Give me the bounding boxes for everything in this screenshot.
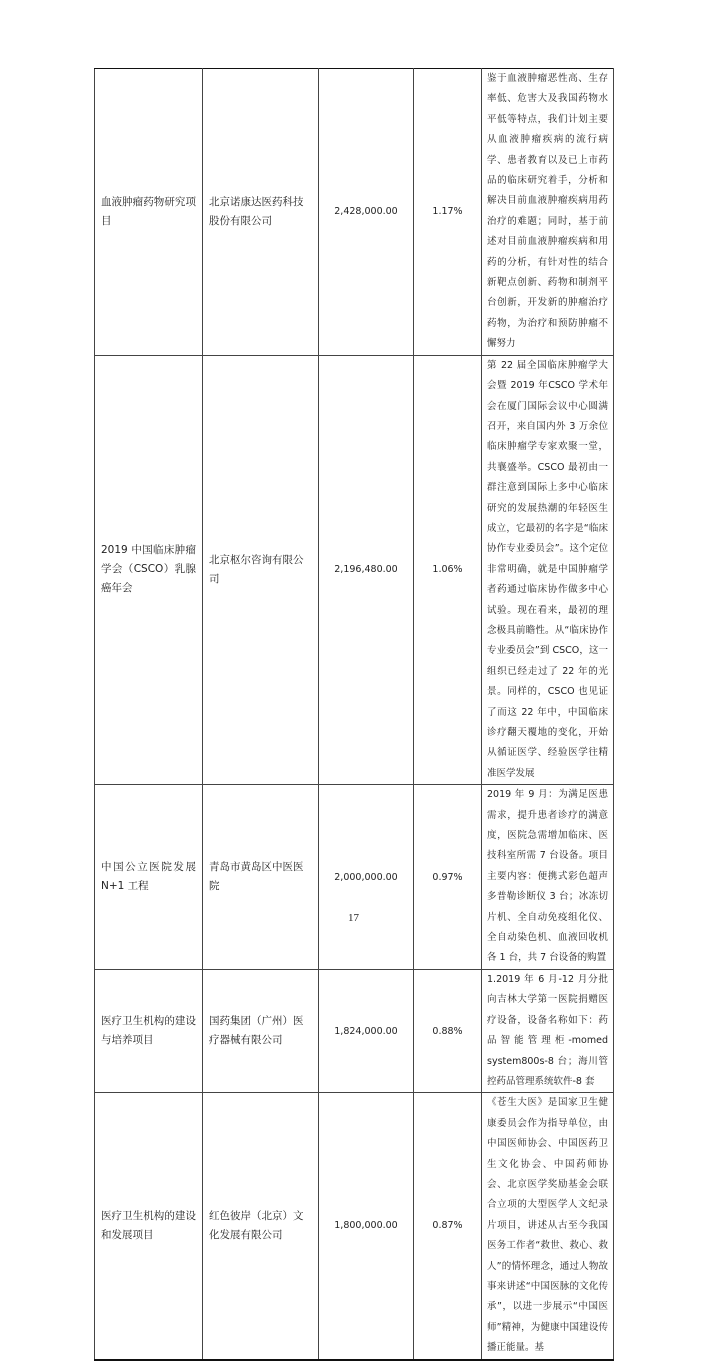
percent-cell: 1.06% (414, 355, 482, 785)
description-cell: 第 22 届全国临床肿瘤学大会暨 2019 年CSCO 学术年会在厦门国际会议中心圆满召开，来自国内外 3 万余位临床肿瘤学专家欢聚一堂，共襄盛举。CSCO 最初由一群注意到国际上多中心临床研究的发展热潮的年轻医生成立，它最初的名字是“临床协作专业委员会”。这个定位非常明确，就是中国肿瘤学者药通过临床协作做多中心试验。现在看来，最初的理念极具前瞻性。从“临床协作专业委员会”到 CSCO，这一组织已经走过了 22 年的光景。同样的，CSCO 也见证了而这 22 年中，中国临床诊疗翻天覆地的变化，开始从循证医学、经验医学往精准医学发展 (482, 355, 614, 785)
organization-cell: 青岛市黄岛区中医医院 (203, 785, 319, 970)
percent-cell: 0.88% (414, 969, 482, 1092)
organization-cell: 北京诺康达医药科技股份有限公司 (203, 69, 319, 356)
organization-cell: 国药集团（广州）医疗器械有限公司 (203, 969, 319, 1092)
project-name-cell: 医疗卫生机构的建设与培养项目 (95, 969, 203, 1092)
table-row (95, 69, 614, 356)
project-name-cell: 2019 中国临床肿瘤学会（CSCO）乳腺癌年会 (95, 355, 203, 785)
description-cell: 《苍生大医》是国家卫生健康委员会作为指导单位，由中国医师协会、中国医药卫生文化协会、中国药师协会、北京医学奖励基金会联合立项的大型医学人文纪录片项目，讲述从古至今我国医务工作者“救世、救心、救人”的情怀理念，通过人物故事来讲述“中国医脉的文化传承”，以进一步展示“中国医师”精神，为健康中国建设传播正能量。基 (482, 1093, 614, 1360)
description-cell: 1.2019 年 6 月-12 月分批向吉林大学第一医院捐赠医疗设备，设备名称如下：药品智能管理柜-momed system800s-8 台；海川管控药品管理系统软件-8 套 (482, 969, 614, 1092)
project-name-cell: 血液肿瘤药物研究项目 (95, 69, 203, 356)
table-row (95, 355, 614, 785)
percent-cell: 1.17% (414, 69, 482, 356)
table-row (95, 1093, 614, 1360)
percent-cell: 0.87% (414, 1093, 482, 1360)
amount-cell: 1,824,000.00 (319, 969, 414, 1092)
donation-table (94, 68, 614, 1361)
description-cell: 2019 年 9 月：为满足医患需求，提升患者诊疗的满意度，医院急需增加临床、医技科室所需 7 台设备。项目主要内容：便携式彩色超声多普勒诊断仪 3 台；冰冻切片机、全自动免疫组化仪、全自动染色机、血液回收机各 1 台，共 7 台设备的购置 (482, 785, 614, 970)
amount-cell: 2,428,000.00 (319, 69, 414, 356)
amount-cell: 2,196,480.00 (319, 355, 414, 785)
table-row (95, 969, 614, 1092)
description-cell: 鉴于血液肿瘤恶性高、生存率低、危害大及我国药物水平低等特点，我们计划主要从血液肿瘤疾病的流行病学、患者教育以及已上市药品的临床研究着手，分析和解决目前血液肿瘤疾病用药治疗的难题；同时，基于前述对目前血液肿瘤疾病和用药的分析，有针对性的结合新靶点创新、药物和制剂平台创新，开发新的肿瘤治疗药物，为治疗和预防肿瘤不懈努力 (482, 69, 614, 356)
amount-cell: 2,000,000.00 (319, 785, 414, 970)
table-row (95, 785, 614, 970)
amount-cell: 1,800,000.00 (319, 1093, 414, 1360)
organization-cell: 红色彼岸（北京）文化发展有限公司 (203, 1093, 319, 1360)
organization-cell: 北京枢尔咨询有限公司 (203, 355, 319, 785)
project-name-cell: 中国公立医院发展 N+1 工程 (95, 785, 203, 970)
percent-cell: 0.97% (414, 785, 482, 970)
project-name-cell: 医疗卫生机构的建设和发展项目 (95, 1093, 203, 1360)
page-number: 17 (348, 912, 359, 924)
